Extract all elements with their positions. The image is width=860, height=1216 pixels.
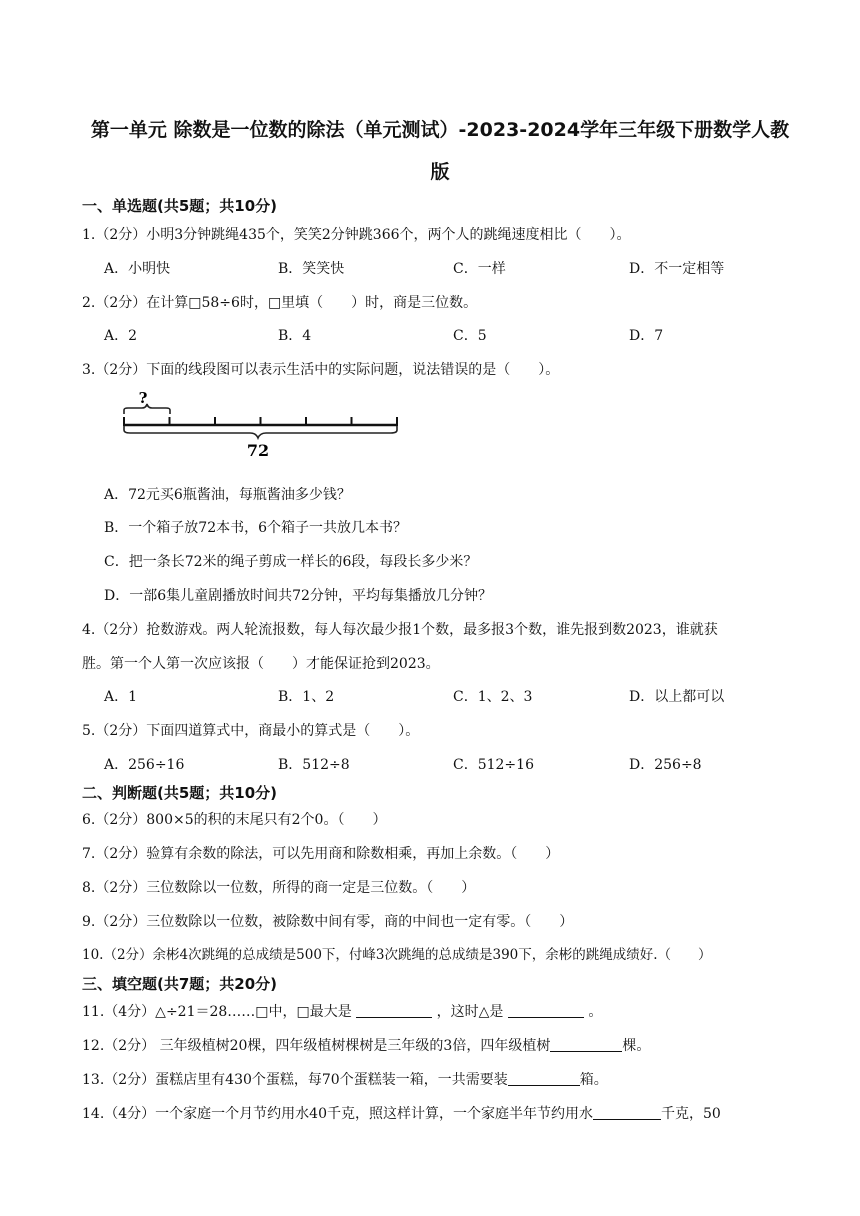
section-heading-single-choice: 一、单选题(共5题；共10分) xyxy=(82,197,278,215)
question-14 xyxy=(82,1105,721,1123)
q3-option-a: A．72元买6瓶酱油，每瓶酱油多少钱？ xyxy=(104,487,351,503)
q5-option-c: C．512÷16 xyxy=(453,757,534,773)
question-10: 10.（2分）余彬4次跳绳的总成绩是500下，付峰3次跳绳的总成绩是390下，余彬的跳绳成绩好.（ ） xyxy=(82,947,712,963)
segment-diagram xyxy=(118,390,403,462)
q11-text-middle: ，这时△是 xyxy=(432,1004,508,1020)
q5-option-a: A．256÷16 xyxy=(104,757,185,773)
q1-option-a: A．小明快 xyxy=(104,261,171,277)
page-title-continued: 版 xyxy=(430,161,450,183)
q4-option-b: B．1、2 xyxy=(278,689,335,705)
question-1: 1.（2分）小明3分钟跳绳435个，笑笑2分钟跳366个，两个人的跳绳速度相比（ ）。 xyxy=(82,227,631,243)
question-12 xyxy=(82,1037,650,1055)
q3-option-c: C．把一条长72米的绳子剪成一样长的6段，每段长多少米？ xyxy=(104,554,478,570)
question-7: 7.（2分）验算有余数的除法，可以先用商和除数相乘，再加上余数。（ ） xyxy=(82,846,560,862)
question-8: 8.（2分）三位数除以一位数，所得的商一定是三位数。（ ） xyxy=(82,880,476,896)
q12-text-start: 12.（2分） 三年级植树20棵，四年级植树棵树是三年级的3倍，四年级植树 xyxy=(82,1038,551,1054)
question-5: 5.（2分）下面四道算式中，商最小的算式是（ ）。 xyxy=(82,723,420,739)
q11-blank-1[interactable] xyxy=(356,1003,432,1018)
question-9: 9.（2分）三位数除以一位数，被除数中间有零，商的中间也一定有零。（ ） xyxy=(82,914,574,930)
q2-option-b: B．4 xyxy=(278,328,312,344)
page-title: 第一单元 除数是一位数的除法（单元测试）-2023-2024学年三年级下册数学人教 xyxy=(90,119,790,141)
q11-text-end: 。 xyxy=(583,1004,603,1020)
q14-text-start: 14.（4分）一个家庭一个月节约用水40千克，照这样计算，一个家庭半年节约用水 xyxy=(82,1106,593,1122)
q1-option-c: C．一样 xyxy=(453,261,506,277)
section-heading-true-false: 二、判断题(共5题；共10分) xyxy=(82,784,278,802)
q11-blank-2[interactable] xyxy=(508,1003,584,1018)
top-label: ? xyxy=(138,390,148,407)
bottom-label: 72 xyxy=(246,441,270,460)
question-2: 2.（2分）在计算□58÷6时，□里填（ ）时，商是三位数。 xyxy=(82,295,478,311)
question-4-line1: 4.（2分）抢数游戏。两人轮流报数，每人每次最少报1个数，最多报3个数，谁先报到数2023，谁就获 xyxy=(82,622,718,638)
question-13 xyxy=(82,1071,608,1089)
question-3: 3.（2分）下面的线段图可以表示生活中的实际问题，说法错误的是（ ）。 xyxy=(82,362,560,378)
q3-option-b: B．一个箱子放72本书，6个箱子一共放几本书？ xyxy=(104,520,408,536)
q5-option-d: D．256÷8 xyxy=(629,757,702,773)
question-11 xyxy=(82,1003,602,1021)
q5-option-b: B．512÷8 xyxy=(278,757,350,773)
q3-option-d: D．一部6集儿童剧播放时间共72分钟，平均每集播放几分钟？ xyxy=(104,588,492,604)
q12-text-end: 棵。 xyxy=(622,1038,651,1054)
bottom-brace xyxy=(124,426,397,438)
question-4-line2: 胜。第一个人第一次应该报（ ）才能保证抢到2023。 xyxy=(82,656,440,672)
q13-blank[interactable] xyxy=(508,1071,580,1086)
q2-option-d: D．7 xyxy=(629,328,664,344)
q12-blank[interactable] xyxy=(550,1037,622,1052)
q2-option-c: C．5 xyxy=(453,328,487,344)
q13-text-end: 箱。 xyxy=(579,1072,608,1088)
q14-text-end: 千克，50 xyxy=(660,1106,721,1122)
question-6: 6.（2分）800×5的积的末尾只有2个0。（ ） xyxy=(82,812,387,828)
section-heading-fill-blank: 三、填空题(共7题；共20分) xyxy=(82,975,278,993)
q2-option-a: A．2 xyxy=(104,328,138,344)
q4-option-d: D．以上都可以 xyxy=(629,689,725,705)
q4-option-c: C．1、2、3 xyxy=(453,689,533,705)
q4-option-a: A．1 xyxy=(104,689,138,705)
q11-text-start: 11.（4分）△÷21＝28……□中，□最大是 xyxy=(82,1004,357,1020)
q13-text-start: 13.（2分）蛋糕店里有430个蛋糕，每70个蛋糕装一箱，一共需要装 xyxy=(82,1072,508,1088)
q1-option-b: B．笑笑快 xyxy=(278,261,345,277)
q14-blank[interactable] xyxy=(593,1105,661,1120)
q1-option-d: D．不一定相等 xyxy=(629,261,725,277)
